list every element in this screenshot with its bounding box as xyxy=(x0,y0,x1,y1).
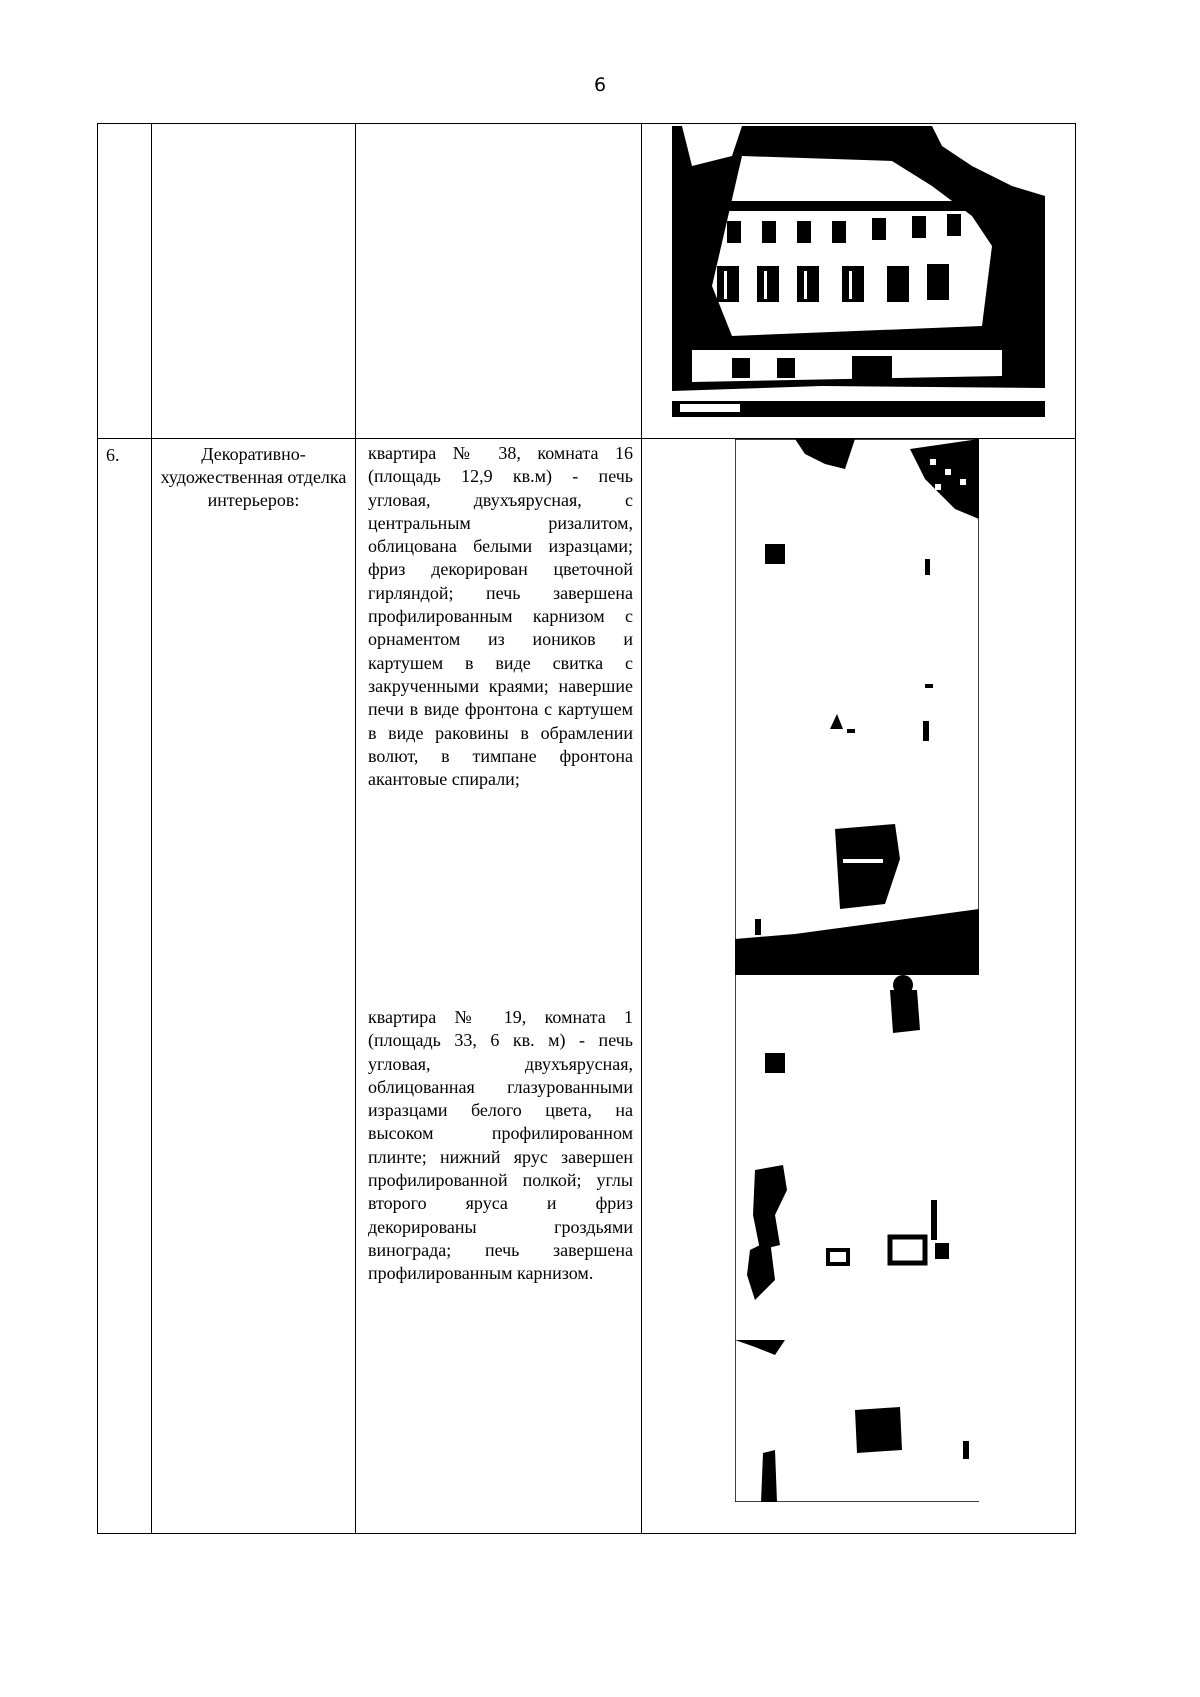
row-description-cell xyxy=(356,439,642,1534)
tiled-stove-photo-apartment-19 xyxy=(735,975,979,1502)
tiled-stove-photo-apartment-38 xyxy=(735,439,979,975)
building-facade-photo xyxy=(672,126,1045,417)
table-row xyxy=(98,439,1076,1534)
row-category-cell xyxy=(152,124,356,439)
row-index-cell xyxy=(98,124,152,439)
description-apartment-38: квартира № 38, комната 16 (площадь 12,9 кв.м) - печь угловая, двухъярусная, с центральным ризалитом, облицована белыми изразцами; фриз декорирован цветочной гирляндой; печь завершена профилированным карнизом с орнаментом из иоников и картушем в виде свитка с закрученными краями; навершие печи в виде фронтона с картушем в виде раковины в обрамлении волют, в тимпане фронтона акантовые спирали; xyxy=(368,443,633,790)
row-photo-cell xyxy=(642,439,1076,1534)
monument-elements-table xyxy=(97,123,1076,1534)
row-index-cell: 6. xyxy=(98,439,152,1534)
row-photo-cell xyxy=(642,124,1076,439)
row-category-cell: Декоративно-художественная отделка интерьеров: xyxy=(152,439,356,1534)
row-description-cell xyxy=(356,124,642,439)
page-number: 6 xyxy=(593,74,607,96)
description-apartment-19: квартира № 19, комната 1 (площадь 33, 6 кв. м) - печь угловая, двухъярусная, облицованная глазурованными изразцами белого цвета, на высоком профилированном плинте; нижний ярус завершен профилированной полкой; углы второго яруса и фриз декорированы гроздьями винограда; печь завершена профилированным карнизом. xyxy=(368,1007,633,1284)
table-row xyxy=(98,124,1076,439)
